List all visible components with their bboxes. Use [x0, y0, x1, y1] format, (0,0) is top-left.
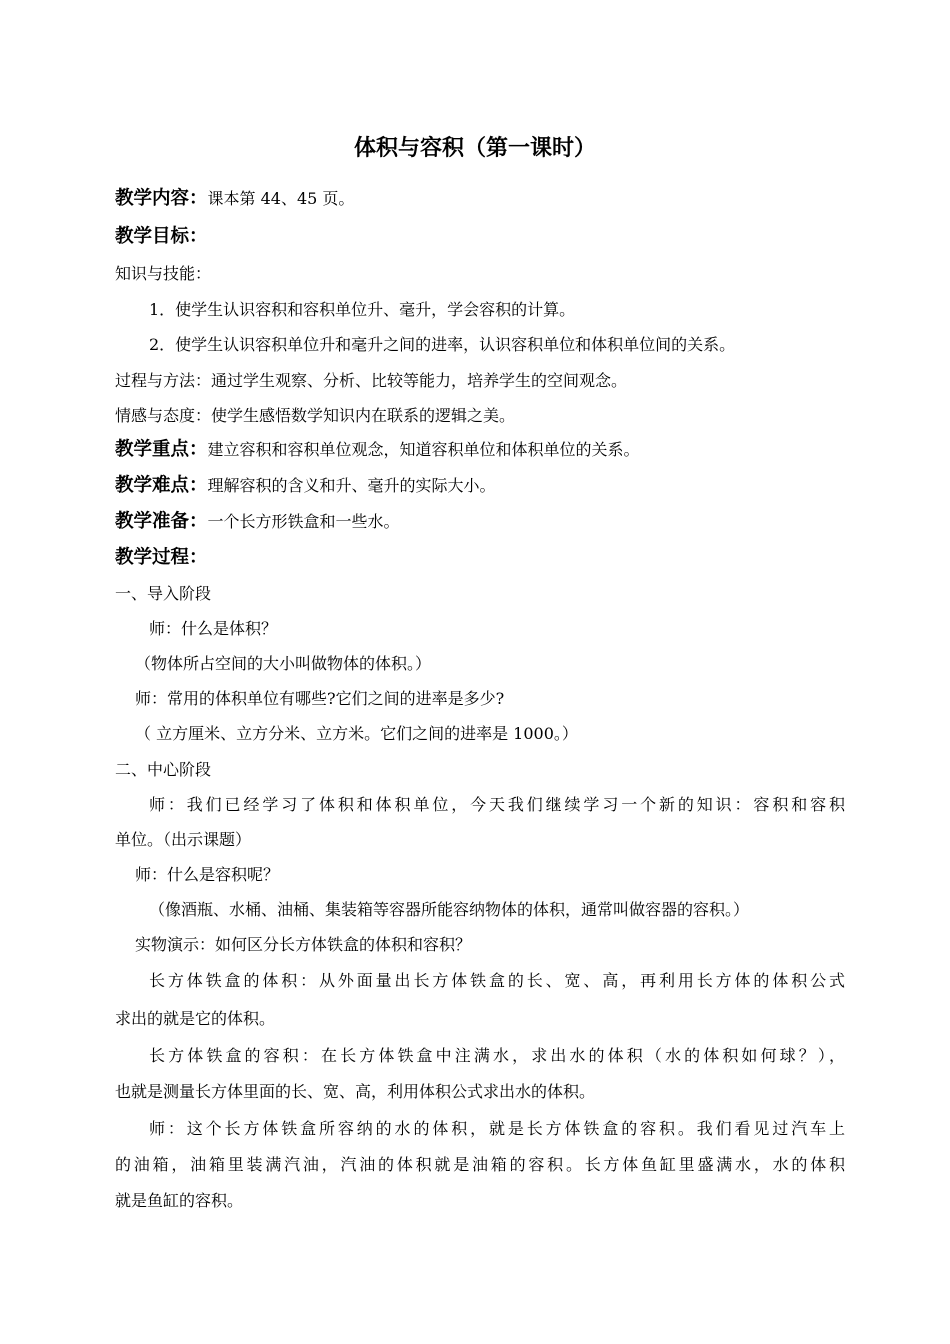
- content-line: [115, 187, 845, 211]
- process-label: 教学过程：: [115, 547, 208, 568]
- dialogue-line: （物体所占空间的大小叫做物体的体积。）: [135, 654, 432, 673]
- dialogue-line: 师：什么是容积呢？: [135, 865, 280, 884]
- objective-item-2: 2．使学生认识容积单位升和毫升之间的进率，认识容积单位和体积单位间的关系。: [149, 335, 736, 354]
- paragraph-line: 也就是测量长方体里面的长、宽、高，利用体积公式求出水的体积。: [115, 1082, 596, 1101]
- dialogue-line: 实物演示：如何区分长方体铁盒的体积和容积？: [135, 935, 472, 954]
- document-title: 体积与容积（第一课时）: [353, 136, 596, 161]
- content-text: 课本第 44、45 页。: [207, 189, 355, 208]
- difficulty-line: [115, 474, 845, 498]
- difficulty-label: 教学难点：: [115, 475, 208, 496]
- paragraph-line: 的油箱，油箱里装满汽油，汽油的体积就是油箱的容积。长方体鱼缸里盛满水，水的体积: [115, 1155, 845, 1174]
- paragraph-line: 单位。（出示课题）: [115, 830, 252, 849]
- section-center: 二、中心阶段: [115, 760, 212, 779]
- difficulty-text: 理解容积的含义和升、毫升的实际大小。: [207, 476, 496, 495]
- dialogue-line: （ 立方厘米、立方分米、立方米。它们之间的进率是 1000。）: [135, 724, 578, 743]
- paragraph-line: 就是鱼缸的容积。: [115, 1191, 244, 1210]
- process-heading: [115, 546, 845, 570]
- dialogue-line: 师：什么是体积？: [149, 619, 278, 638]
- knowledge-label: 知识与技能：: [115, 264, 212, 283]
- objectives-label: 教学目标：: [115, 226, 208, 247]
- preparation-text: 一个长方形铁盒和一些水。: [207, 512, 400, 531]
- objective-item-1: 1．使学生认识容积和容积单位升、毫升，学会容积的计算。: [149, 300, 576, 319]
- paragraph-line: 师：这个长方体铁盒所容纳的水的体积，就是长方体铁盒的容积。我们看见过汽车上: [149, 1119, 845, 1138]
- dialogue-line: 师：常用的体积单位有哪些?它们之间的进率是多少?: [135, 689, 505, 708]
- objectives-heading: [115, 225, 845, 249]
- process-method-line: 过程与方法：通过学生观察、分析、比较等能力，培养学生的空间观念。: [115, 371, 628, 390]
- paragraph-line: 师：我们已经学习了体积和体积单位，今天我们继续学习一个新的知识：容积和容积: [149, 795, 845, 814]
- emotion-line: 情感与态度：使学生感悟数学知识内在联系的逻辑之美。: [115, 406, 516, 425]
- paragraph-line: 长方体铁盒的容积：在长方体铁盒中注满水，求出水的体积（水的体积如何球？），: [149, 1046, 845, 1065]
- content-label: 教学内容：: [115, 188, 208, 209]
- key-point-label: 教学重点：: [115, 439, 208, 460]
- dialogue-line: （像酒瓶、水桶、油桶、集装箱等容器所能容纳物体的体积，通常叫做容器的容积。）: [149, 900, 750, 919]
- paragraph-line: 求出的就是它的体积。: [115, 1009, 276, 1028]
- preparation-line: [115, 510, 845, 534]
- paragraph-line: 长方体铁盒的体积：从外面量出长方体铁盒的长、宽、高，再利用长方体的体积公式: [149, 971, 845, 990]
- preparation-label: 教学准备：: [115, 511, 208, 532]
- key-point-text: 建立容积和容积单位观念，知道容积单位和体积单位的关系。: [207, 440, 640, 459]
- key-point-line: [115, 438, 845, 462]
- section-intro: 一、导入阶段: [115, 584, 212, 603]
